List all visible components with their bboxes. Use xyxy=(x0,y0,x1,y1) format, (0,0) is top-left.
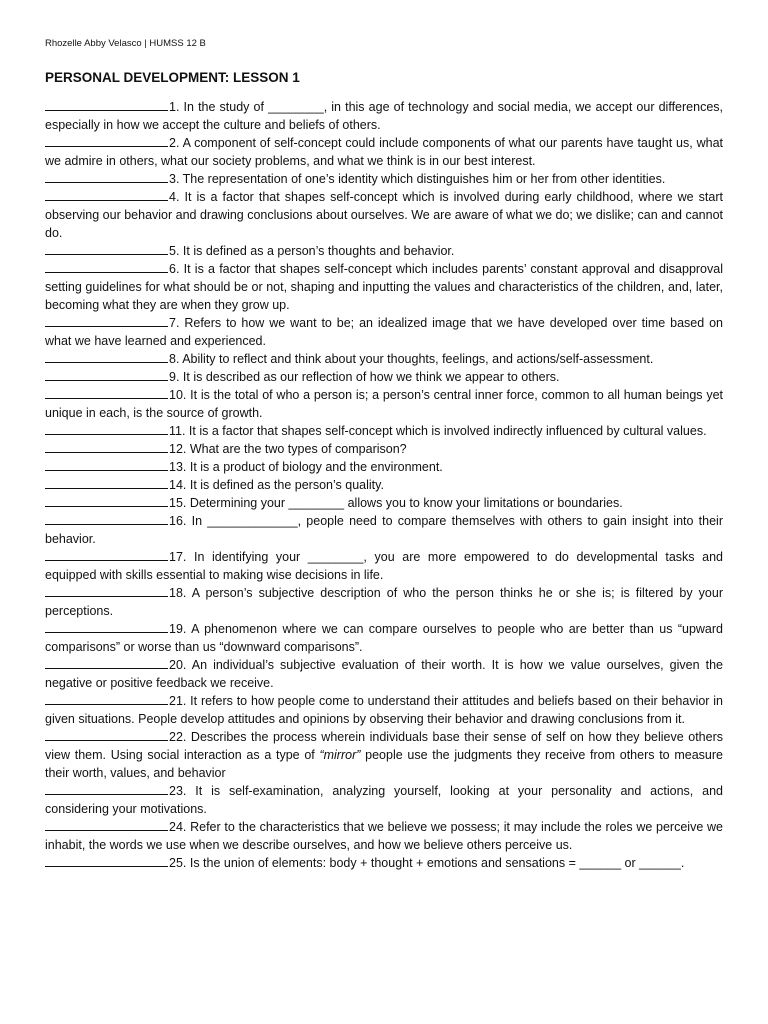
answer-blank[interactable] xyxy=(45,458,168,471)
answer-blank[interactable] xyxy=(45,584,168,597)
answer-blank[interactable] xyxy=(45,548,168,561)
answer-blank[interactable] xyxy=(45,854,168,867)
answer-blank[interactable] xyxy=(45,170,168,183)
question-24: 24. Refer to the characteristics that we believe we possess; it may include the roles we perceive we inhabit, the words we use when we describe ourselves, and how we believe others perceive us. xyxy=(45,820,723,852)
document-page xyxy=(45,38,723,872)
page-title: PERSONAL DEVELOPMENT: LESSON 1 xyxy=(45,70,300,85)
answer-blank[interactable] xyxy=(45,242,168,255)
answer-blank[interactable] xyxy=(45,512,168,525)
question-25: 25. Is the union of elements: body + thought + emotions and sensations = ______ or ______. xyxy=(45,854,723,872)
question-5: 5. It is defined as a person’s thoughts and behavior. xyxy=(45,242,723,260)
answer-blank[interactable] xyxy=(45,494,168,507)
answer-blank[interactable] xyxy=(45,368,168,381)
question-14: 14. It is defined as the person’s quality. xyxy=(45,476,723,494)
answer-blank[interactable] xyxy=(45,422,168,435)
answer-blank[interactable] xyxy=(45,188,168,201)
question-8: 8. Ability to reflect and think about your thoughts, feelings, and actions/self-assessment. xyxy=(45,350,723,368)
author-line: Rhozelle Abby Velasco | HUMSS 12 B xyxy=(45,38,206,49)
answer-blank[interactable] xyxy=(45,440,168,453)
question-23: 23. It is self-examination, analyzing yourself, looking at your personality and actions, and considering your motivations. xyxy=(45,784,723,816)
question-13: 13. It is a product of biology and the environment. xyxy=(45,458,723,476)
question-19: 19. A phenomenon where we can compare ourselves to people who are better than us “upward comparisons” or worse than us “downward comparisons”. xyxy=(45,622,723,654)
question-4: 4. It is a factor that shapes self-concept which is involved during early childhood, where we start observing our behavior and drawing conclusions about ourselves. We are aware of what we do; we dislike; can and cannot do. xyxy=(45,190,723,240)
question-list xyxy=(45,98,723,872)
answer-blank[interactable] xyxy=(45,314,168,327)
question-2: 2. A component of self-concept could include components of what our parents have taught us, what we admire in others, what our society problems, and what we think is in our best interest. xyxy=(45,136,723,168)
answer-blank[interactable] xyxy=(45,350,168,363)
mirror-emphasis: “mirror” xyxy=(319,748,361,762)
answer-blank[interactable] xyxy=(45,476,168,489)
question-16: 16. In _____________, people need to compare themselves with others to gain insight into their behavior. xyxy=(45,514,723,546)
question-20: 20. An individual’s subjective evaluation of their worth. It is how we value ourselves, given the negative or positive feedback we receive. xyxy=(45,658,723,690)
answer-blank[interactable] xyxy=(45,386,168,399)
question-6: 6. It is a factor that shapes self-concept which includes parents’ constant approval and disapproval setting guidelines for what should be or not, shaping and inputting the values and characteristics of the children, and, later, becoming what they are when they grow up. xyxy=(45,262,723,312)
question-15: 15. Determining your ________ allows you to know your limitations or boundaries. xyxy=(45,494,723,512)
question-22: 22. Describes the process wherein individuals base their sense of self on how they believe others view them. Using social interaction as a type of “mirror” people use the judgments they receive from others to measure their worth, values, and behavior xyxy=(45,730,723,780)
answer-blank[interactable] xyxy=(45,782,168,795)
answer-blank[interactable] xyxy=(45,260,168,273)
answer-blank[interactable] xyxy=(45,818,168,831)
question-17: 17. In identifying your ________, you are more empowered to do developmental tasks and equipped with skills essential to making wise decisions in life. xyxy=(45,550,723,582)
question-12: 12. What are the two types of comparison? xyxy=(45,440,723,458)
question-3: 3. The representation of one’s identity which distinguishes him or her from other identities. xyxy=(45,170,723,188)
answer-blank[interactable] xyxy=(45,728,168,741)
answer-blank[interactable] xyxy=(45,134,168,147)
question-10: 10. It is the total of who a person is; a person’s central inner force, common to all human beings yet unique in each, is the source of growth. xyxy=(45,388,723,420)
question-21: 21. It refers to how people come to understand their attitudes and beliefs based on their behavior in given situations. People develop attitudes and opinions by observing their behavior and drawing conclusions from it. xyxy=(45,694,723,726)
question-9: 9. It is described as our reflection of how we think we appear to others. xyxy=(45,368,723,386)
answer-blank[interactable] xyxy=(45,98,168,111)
answer-blank[interactable] xyxy=(45,692,168,705)
question-1: 1. In the study of ________, in this age of technology and social media, we accept our differences, especially in how we accept the culture and beliefs of others. xyxy=(45,100,723,132)
question-7: 7. Refers to how we want to be; an idealized image that we have developed over time based on what we have learned and experienced. xyxy=(45,316,723,348)
answer-blank[interactable] xyxy=(45,656,168,669)
question-11: 11. It is a factor that shapes self-concept which is involved indirectly influenced by cultural values. xyxy=(45,422,723,440)
question-18: 18. A person’s subjective description of who the person thinks he or she is; is filtered by your perceptions. xyxy=(45,586,723,618)
answer-blank[interactable] xyxy=(45,620,168,633)
